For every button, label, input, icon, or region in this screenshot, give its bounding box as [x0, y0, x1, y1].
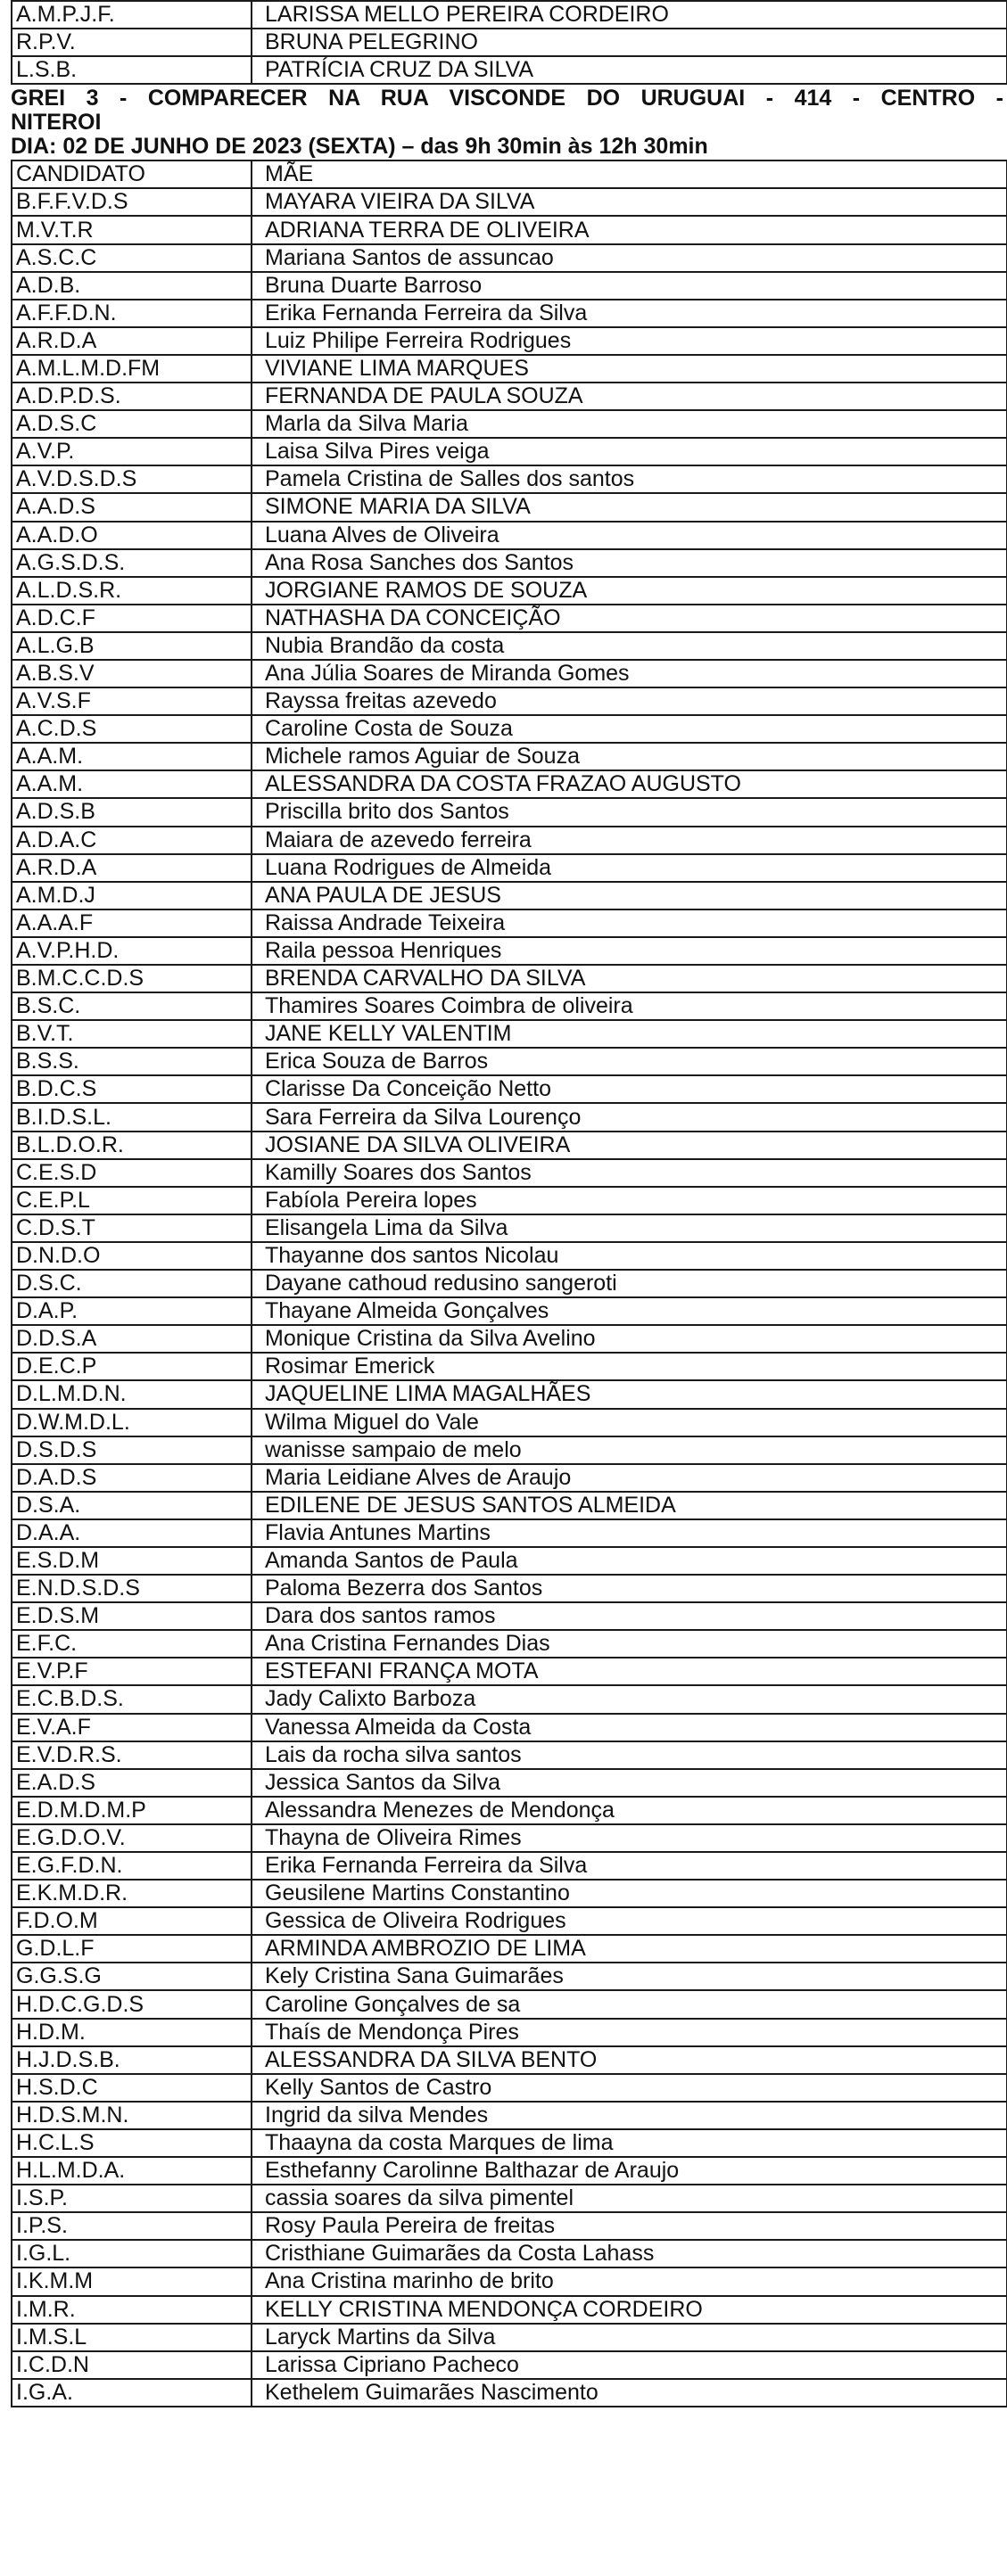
table-row [12, 2046, 1007, 2074]
mother-name-cell: ALESSANDRA DA COSTA FRAZAO AUGUSTO [252, 770, 1007, 798]
candidate-cell: E.K.M.D.R. [12, 1880, 252, 1907]
candidate-cell: A.L.D.S.R. [12, 577, 252, 605]
candidate-cell: A.A.D.O [12, 522, 252, 549]
table-row [12, 937, 1007, 965]
table-row [12, 1409, 1007, 1436]
table-row [12, 2019, 1007, 2046]
table-row [12, 1492, 1007, 1519]
mother-name-cell: Alessandra Menezes de Mendonça [252, 1797, 1007, 1824]
mother-name-cell: Thayna de Oliveira Rimes [252, 1824, 1007, 1852]
candidate-cell: D.S.D.S [12, 1436, 252, 1464]
table-row [12, 216, 1007, 243]
mother-name-cell: Geusilene Martins Constantino [252, 1880, 1007, 1907]
table-row [12, 1935, 1007, 1963]
mother-name-cell: LARISSA MELLO PEREIRA CORDEIRO [252, 1, 1007, 29]
table-row [12, 687, 1007, 715]
candidate-cell: A.D.S.B [12, 798, 252, 826]
table-row [12, 1132, 1007, 1159]
candidate-cell: E.V.D.R.S. [12, 1741, 252, 1769]
candidate-cell: H.L.M.D.A. [12, 2157, 252, 2185]
table-row [12, 854, 1007, 882]
mother-name-cell: Ana Cristina Fernandes Dias [252, 1630, 1007, 1658]
mother-name-cell: Ingrid da silva Mendes [252, 2102, 1007, 2129]
candidate-cell: A.D.S.C [12, 410, 252, 438]
candidate-cell: A.R.D.A [12, 854, 252, 882]
table-row [12, 410, 1007, 438]
mother-name-cell: Lais da rocha silva santos [252, 1741, 1007, 1769]
table-row [12, 2296, 1007, 2324]
candidate-cell: I.K.M.M [12, 2267, 252, 2295]
mother-name-cell: cassia soares da silva pimentel [252, 2185, 1007, 2212]
mother-name-cell: Paloma Bezerra dos Santos [252, 1575, 1007, 1602]
mother-name-cell: Ana Cristina marinho de brito [252, 2267, 1007, 2295]
table-row [12, 2240, 1007, 2267]
table-row [12, 1048, 1007, 1075]
mother-name-cell: ANA PAULA DE JESUS [252, 882, 1007, 909]
table-row [12, 2267, 1007, 2295]
table-row [12, 1242, 1007, 1270]
candidate-cell: A.M.D.J [12, 882, 252, 909]
table-header-row [12, 160, 1007, 188]
table-row [12, 56, 1007, 84]
table-row [12, 1685, 1007, 1713]
table-row [12, 438, 1007, 465]
table-row [12, 465, 1007, 493]
table-row [12, 549, 1007, 577]
table-row [12, 522, 1007, 549]
mother-name-cell: Maiara de azevedo ferreira [252, 827, 1007, 854]
table-row [12, 1380, 1007, 1408]
mother-name-cell: Luiz Philipe Ferreira Rodrigues [252, 327, 1007, 355]
candidate-cell: A.R.D.A [12, 327, 252, 355]
mother-name-cell: JANE KELLY VALENTIM [252, 1020, 1007, 1048]
table-row [12, 2379, 1007, 2407]
candidate-cell: E.N.D.S.D.S [12, 1575, 252, 1602]
table-row [12, 272, 1007, 300]
candidate-cell: I.G.A. [12, 2379, 252, 2407]
table-row [12, 660, 1007, 687]
mother-name-cell: Maria Leidiane Alves de Araujo [252, 1464, 1007, 1492]
mother-name-cell: Vanessa Almeida da Costa [252, 1714, 1007, 1741]
candidate-cell: D.S.C. [12, 1270, 252, 1297]
table-row [12, 383, 1007, 410]
mother-name-cell: Rosy Paula Pereira de freitas [252, 2212, 1007, 2240]
mother-name-cell: Michele ramos Aguiar de Souza [252, 743, 1007, 770]
table-row [12, 1103, 1007, 1131]
table-row [12, 2324, 1007, 2351]
candidate-cell: A.B.S.V [12, 660, 252, 687]
table-row [12, 1907, 1007, 1935]
mother-name-cell: Erika Fernanda Ferreira da Silva [252, 300, 1007, 327]
mother-name-cell: Erika Fernanda Ferreira da Silva [252, 1852, 1007, 1880]
mother-name-cell: Pamela Cristina de Salles dos santos [252, 465, 1007, 493]
candidate-cell: R.P.V. [12, 29, 252, 56]
candidate-cell: B.S.C. [12, 992, 252, 1020]
candidate-cell: E.C.B.D.S. [12, 1685, 252, 1713]
mother-name-cell: Erica Souza de Barros [252, 1048, 1007, 1075]
candidate-cell: B.V.T. [12, 1020, 252, 1048]
candidate-cell: I.C.D.N [12, 2351, 252, 2379]
mother-name-cell: NATHASHA DA CONCEIÇÃO [252, 605, 1007, 632]
table-row [12, 1963, 1007, 1990]
table-row [12, 188, 1007, 216]
candidate-cell: D.W.M.D.L. [12, 1409, 252, 1436]
mother-name-cell: PATRÍCIA CRUZ DA SILVA [252, 56, 1007, 84]
mother-name-cell: Amanda Santos de Paula [252, 1547, 1007, 1575]
table-row [12, 2185, 1007, 2212]
candidate-cell: E.A.D.S [12, 1769, 252, 1797]
candidate-cell: L.S.B. [12, 56, 252, 84]
mother-name-cell: Laryck Martins da Silva [252, 2324, 1007, 2351]
table-row [12, 1602, 1007, 1630]
table-row [12, 1325, 1007, 1353]
table-row [12, 882, 1007, 909]
mother-name-cell: Mariana Santos de assuncao [252, 244, 1007, 272]
table-row [12, 2074, 1007, 2102]
mother-name-cell: Marla da Silva Maria [252, 410, 1007, 438]
grei-date-line: DIA: 02 DE JUNHO DE 2023 (SEXTA) – das 9h 30min às 12h 30min [11, 134, 708, 160]
grei-header [11, 85, 1003, 160]
candidate-cell: A.D.P.D.S. [12, 383, 252, 410]
table-row [12, 1852, 1007, 1880]
mother-name-cell: Kamilly Soares dos Santos [252, 1159, 1007, 1187]
candidate-cell: E.G.D.O.V. [12, 1824, 252, 1852]
table-row [12, 1214, 1007, 1242]
mother-name-cell: Luana Rodrigues de Almeida [252, 854, 1007, 882]
candidate-cell: A.V.P.H.D. [12, 937, 252, 965]
mother-name-cell: VIVIANE LIMA MARQUES [252, 355, 1007, 383]
table-row [12, 2351, 1007, 2379]
table-row [12, 632, 1007, 660]
mother-name-cell: JORGIANE RAMOS DE SOUZA [252, 577, 1007, 605]
table-row [12, 29, 1007, 56]
candidate-cell: A.V.P. [12, 438, 252, 465]
mother-name-cell: Flavia Antunes Martins [252, 1519, 1007, 1547]
mother-name-cell: Clarisse Da Conceição Netto [252, 1075, 1007, 1103]
mother-name-cell: Jady Calixto Barboza [252, 1685, 1007, 1713]
table-row [12, 992, 1007, 1020]
mother-name-cell: Kethelem Guimarães Nascimento [252, 2379, 1007, 2407]
mother-name-cell: Rosimar Emerick [252, 1353, 1007, 1380]
candidate-cell: A.S.C.C [12, 244, 252, 272]
table-row [12, 1547, 1007, 1575]
table-row [12, 2212, 1007, 2240]
candidate-cell: A.D.C.F [12, 605, 252, 632]
candidate-cell: F.D.O.M [12, 1907, 252, 1935]
mother-name-cell: JAQUELINE LIMA MAGALHÃES [252, 1380, 1007, 1408]
candidate-cell: H.C.L.S [12, 2129, 252, 2157]
candidate-cell: D.A.A. [12, 1519, 252, 1547]
candidate-cell: I.M.S.L [12, 2324, 252, 2351]
candidate-cell: I.P.S. [12, 2212, 252, 2240]
mother-name-cell: Kely Cristina Sana Guimarães [252, 1963, 1007, 1990]
candidate-cell: H.D.C.G.D.S [12, 1990, 252, 2018]
mother-name-cell: KELLY CRISTINA MENDONÇA CORDEIRO [252, 2296, 1007, 2324]
mother-name-cell: ALESSANDRA DA SILVA BENTO [252, 2046, 1007, 2074]
mother-name-cell: Bruna Duarte Barroso [252, 272, 1007, 300]
mother-name-cell: Jessica Santos da Silva [252, 1769, 1007, 1797]
candidate-cell: E.V.A.F [12, 1714, 252, 1741]
mother-name-cell: Larissa Cipriano Pacheco [252, 2351, 1007, 2379]
table-row [12, 1630, 1007, 1658]
table-row [12, 1714, 1007, 1741]
table-row [12, 1519, 1007, 1547]
candidate-cell: H.J.D.S.B. [12, 2046, 252, 2074]
candidate-cell: A.A.A.F [12, 909, 252, 937]
table-row [12, 1741, 1007, 1769]
mother-name-cell: EDILENE DE JESUS SANTOS ALMEIDA [252, 1492, 1007, 1519]
table-row [12, 1658, 1007, 1685]
mother-name-cell: FERNANDA DE PAULA SOUZA [252, 383, 1007, 410]
candidate-cell: E.G.F.D.N. [12, 1852, 252, 1880]
table-row [12, 1824, 1007, 1852]
table-row [12, 1575, 1007, 1602]
candidate-cell: H.S.D.C [12, 2074, 252, 2102]
table-row [12, 1297, 1007, 1325]
candidate-cell: A.D.B. [12, 272, 252, 300]
table-row [12, 1159, 1007, 1187]
mother-name-cell: Elisangela Lima da Silva [252, 1214, 1007, 1242]
mother-name-cell: Dayane cathoud redusino sangeroti [252, 1270, 1007, 1297]
candidate-cell: A.A.M. [12, 743, 252, 770]
table-row [12, 577, 1007, 605]
candidate-cell: I.M.R. [12, 2296, 252, 2324]
candidate-cell: G.G.S.G [12, 1963, 252, 1990]
table-row [12, 1, 1007, 29]
mother-name-cell: BRENDA CARVALHO DA SILVA [252, 965, 1007, 992]
table-row [12, 827, 1007, 854]
candidate-cell: G.D.L.F [12, 1935, 252, 1963]
mother-name-cell: BRUNA PELEGRINO [252, 29, 1007, 56]
table-row [12, 743, 1007, 770]
candidate-cell: C.E.S.D [12, 1159, 252, 1187]
candidate-cell: A.L.G.B [12, 632, 252, 660]
candidates-table [11, 160, 1007, 2407]
candidate-cell: I.S.P. [12, 2185, 252, 2212]
table-row [12, 1270, 1007, 1297]
table-row [12, 605, 1007, 632]
table-row [12, 493, 1007, 521]
candidate-cell: D.E.C.P [12, 1353, 252, 1380]
candidate-cell: B.S.S. [12, 1048, 252, 1075]
candidate-cell: E.D.M.D.M.P [12, 1797, 252, 1824]
candidate-cell: A.V.S.F [12, 687, 252, 715]
mother-name-cell: Raila pessoa Henriques [252, 937, 1007, 965]
mother-name-cell: Wilma Miguel do Vale [252, 1409, 1007, 1436]
table-row [12, 965, 1007, 992]
mother-name-cell: Cristhiane Guimarães da Costa Lahass [252, 2240, 1007, 2267]
table-row [12, 2157, 1007, 2185]
candidate-cell: D.D.S.A [12, 1325, 252, 1353]
candidate-cell: D.S.A. [12, 1492, 252, 1519]
candidate-cell: A.G.S.D.S. [12, 549, 252, 577]
header-mae: MÃE [252, 160, 1007, 188]
header-candidato: CANDIDATO [12, 160, 252, 188]
mother-name-cell: ARMINDA AMBROZIO DE LIMA [252, 1935, 1007, 1963]
table-row [12, 1880, 1007, 1907]
mother-name-cell: Priscilla brito dos Santos [252, 798, 1007, 826]
table-row [12, 715, 1007, 743]
candidate-cell: D.L.M.D.N. [12, 1380, 252, 1408]
candidate-cell: H.D.M. [12, 2019, 252, 2046]
table-row [12, 300, 1007, 327]
grei-city-line: NITEROI [11, 110, 102, 136]
table-row [12, 355, 1007, 383]
candidate-cell: E.S.D.M [12, 1547, 252, 1575]
candidate-cell: E.F.C. [12, 1630, 252, 1658]
mother-name-cell: Thayane Almeida Gonçalves [252, 1297, 1007, 1325]
mother-name-cell: Caroline Gonçalves de sa [252, 1990, 1007, 2018]
candidate-cell: A.M.P.J.F. [12, 1, 252, 29]
mother-name-cell: ADRIANA TERRA DE OLIVEIRA [252, 216, 1007, 243]
candidate-cell: E.D.S.M [12, 1602, 252, 1630]
mother-name-cell: Thaayna da costa Marques de lima [252, 2129, 1007, 2157]
mother-name-cell: Ana Júlia Soares de Miranda Gomes [252, 660, 1007, 687]
candidate-cell: B.L.D.O.R. [12, 1132, 252, 1159]
candidate-cell: A.A.D.S [12, 493, 252, 521]
table-row [12, 909, 1007, 937]
mother-name-cell: Monique Cristina da Silva Avelino [252, 1325, 1007, 1353]
table-row [12, 1187, 1007, 1214]
mother-name-cell: Luana Alves de Oliveira [252, 522, 1007, 549]
grei-title-line: GREI 3 - COMPARECER NA RUA VISCONDE DO URUGUAI - 414 - CENTRO - [11, 86, 1003, 111]
table-row [12, 770, 1007, 798]
candidate-cell: A.M.L.M.D.FM [12, 355, 252, 383]
mother-name-cell: MAYARA VIEIRA DA SILVA [252, 188, 1007, 216]
mother-name-cell: Thamires Soares Coimbra de oliveira [252, 992, 1007, 1020]
candidate-cell: M.V.T.R [12, 216, 252, 243]
candidate-cell: H.D.S.M.N. [12, 2102, 252, 2129]
mother-name-cell: Dara dos santos ramos [252, 1602, 1007, 1630]
table-row [12, 1075, 1007, 1103]
mother-name-cell: Gessica de Oliveira Rodrigues [252, 1907, 1007, 1935]
mother-name-cell: Caroline Costa de Souza [252, 715, 1007, 743]
table-row [12, 244, 1007, 272]
candidate-cell: D.A.P. [12, 1297, 252, 1325]
candidate-cell: C.D.S.T [12, 1214, 252, 1242]
candidate-cell: A.A.M. [12, 770, 252, 798]
candidate-cell: B.I.D.S.L. [12, 1103, 252, 1131]
candidate-cell: E.V.P.F [12, 1658, 252, 1685]
candidate-cell: B.D.C.S [12, 1075, 252, 1103]
table-row [12, 2102, 1007, 2129]
candidate-cell: C.E.P.L [12, 1187, 252, 1214]
table-row [12, 2129, 1007, 2157]
mother-name-cell: Kelly Santos de Castro [252, 2074, 1007, 2102]
table-row [12, 1353, 1007, 1380]
table-row [12, 327, 1007, 355]
candidate-cell: A.V.D.S.D.S [12, 465, 252, 493]
top-table [11, 0, 1007, 85]
mother-name-cell: wanisse sampaio de melo [252, 1436, 1007, 1464]
mother-name-cell: Nubia Brandão da costa [252, 632, 1007, 660]
table-row [12, 1020, 1007, 1048]
mother-name-cell: Laisa Silva Pires veiga [252, 438, 1007, 465]
candidate-cell: D.N.D.O [12, 1242, 252, 1270]
candidate-cell: A.F.F.D.N. [12, 300, 252, 327]
mother-name-cell: ESTEFANI FRANÇA MOTA [252, 1658, 1007, 1685]
mother-name-cell: Sara Ferreira da Silva Lourenço [252, 1103, 1007, 1131]
table-row [12, 1990, 1007, 2018]
candidate-cell: D.A.D.S [12, 1464, 252, 1492]
candidate-cell: A.C.D.S [12, 715, 252, 743]
table-row [12, 1797, 1007, 1824]
table-row [12, 798, 1007, 826]
mother-name-cell: Thayanne dos santos Nicolau [252, 1242, 1007, 1270]
mother-name-cell: SIMONE MARIA DA SILVA [252, 493, 1007, 521]
candidate-cell: A.D.A.C [12, 827, 252, 854]
mother-name-cell: Raissa Andrade Teixeira [252, 909, 1007, 937]
candidate-cell: I.G.L. [12, 2240, 252, 2267]
candidate-cell: B.M.C.C.D.S [12, 965, 252, 992]
table-row [12, 1436, 1007, 1464]
table-row [12, 1769, 1007, 1797]
table-row [12, 1464, 1007, 1492]
mother-name-cell: JOSIANE DA SILVA OLIVEIRA [252, 1132, 1007, 1159]
mother-name-cell: Thaís de Mendonça Pires [252, 2019, 1007, 2046]
mother-name-cell: Rayssa freitas azevedo [252, 687, 1007, 715]
candidate-cell: B.F.F.V.D.S [12, 188, 252, 216]
mother-name-cell: Fabíola Pereira lopes [252, 1187, 1007, 1214]
mother-name-cell: Ana Rosa Sanches dos Santos [252, 549, 1007, 577]
mother-name-cell: Esthefanny Carolinne Balthazar de Araujo [252, 2157, 1007, 2185]
